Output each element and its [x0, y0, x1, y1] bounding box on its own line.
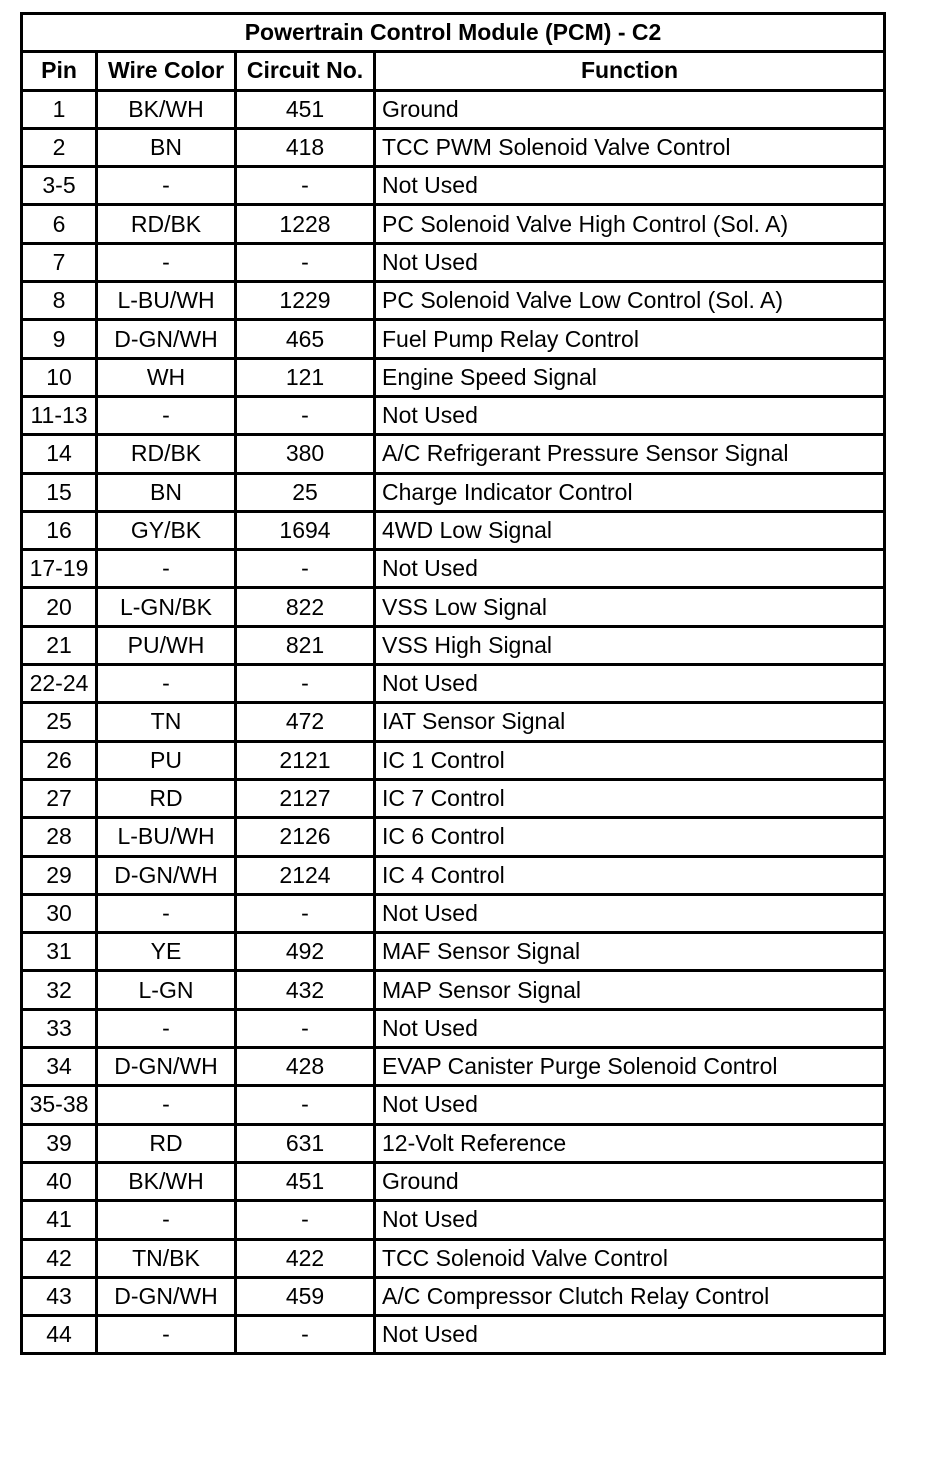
- pin-cell: 20: [22, 588, 97, 626]
- pin-cell: 41: [22, 1201, 97, 1239]
- circuit-number-cell: 1229: [236, 282, 375, 320]
- wire-color-cell: -: [97, 665, 236, 703]
- circuit-number-cell: 1694: [236, 511, 375, 549]
- function-cell: Fuel Pump Relay Control: [375, 320, 885, 358]
- table-row: [22, 128, 885, 166]
- pin-cell: 30: [22, 894, 97, 932]
- pin-cell: 16: [22, 511, 97, 549]
- circuit-number-cell: -: [236, 167, 375, 205]
- function-cell: 12-Volt Reference: [375, 1124, 885, 1162]
- pin-cell: 43: [22, 1277, 97, 1315]
- wire-color-cell: RD: [97, 1124, 236, 1162]
- function-cell: Charge Indicator Control: [375, 473, 885, 511]
- wire-color-cell: -: [97, 1086, 236, 1124]
- table-row: [22, 971, 885, 1009]
- wire-color-cell: PU: [97, 741, 236, 779]
- function-cell: Not Used: [375, 396, 885, 434]
- function-cell: Not Used: [375, 665, 885, 703]
- circuit-number-cell: 428: [236, 1048, 375, 1086]
- table-row: [22, 1239, 885, 1277]
- circuit-number-cell: 418: [236, 128, 375, 166]
- function-cell: Not Used: [375, 1316, 885, 1354]
- wire-color-cell: D-GN/WH: [97, 1277, 236, 1315]
- table-row: [22, 282, 885, 320]
- table-row: [22, 741, 885, 779]
- circuit-number-cell: 459: [236, 1277, 375, 1315]
- wire-color-cell: L-GN/BK: [97, 588, 236, 626]
- pin-cell: 25: [22, 703, 97, 741]
- circuit-number-cell: 451: [236, 1162, 375, 1200]
- function-cell: PC Solenoid Valve High Control (Sol. A): [375, 205, 885, 243]
- pin-cell: 33: [22, 1009, 97, 1047]
- wire-color-cell: -: [97, 894, 236, 932]
- pin-cell: 39: [22, 1124, 97, 1162]
- circuit-number-cell: 451: [236, 90, 375, 128]
- function-cell: A/C Refrigerant Pressure Sensor Signal: [375, 435, 885, 473]
- wire-color-cell: L-GN: [97, 971, 236, 1009]
- function-column-header: Function: [375, 52, 885, 90]
- function-cell: Not Used: [375, 1201, 885, 1239]
- pin-cell: 22-24: [22, 665, 97, 703]
- circuit-number-cell: -: [236, 243, 375, 281]
- table-row: [22, 665, 885, 703]
- circuit-number-cell: 2124: [236, 856, 375, 894]
- table-row: [22, 933, 885, 971]
- pin-cell: 40: [22, 1162, 97, 1200]
- pin-cell: 42: [22, 1239, 97, 1277]
- table-row: [22, 1124, 885, 1162]
- circuit-number-cell: -: [236, 1316, 375, 1354]
- wire-color-cell: D-GN/WH: [97, 1048, 236, 1086]
- pin-cell: 6: [22, 205, 97, 243]
- function-cell: VSS High Signal: [375, 626, 885, 664]
- pin-cell: 44: [22, 1316, 97, 1354]
- wire-color-cell: -: [97, 1201, 236, 1239]
- pin-cell: 17-19: [22, 550, 97, 588]
- function-cell: IAT Sensor Signal: [375, 703, 885, 741]
- table-title-row: [22, 14, 885, 52]
- table-row: [22, 511, 885, 549]
- table-row: [22, 90, 885, 128]
- table-row: [22, 1009, 885, 1047]
- function-cell: EVAP Canister Purge Solenoid Control: [375, 1048, 885, 1086]
- wire-color-cell: BN: [97, 128, 236, 166]
- pinout-document: [20, 12, 886, 1355]
- function-cell: 4WD Low Signal: [375, 511, 885, 549]
- table-row: [22, 1048, 885, 1086]
- circuit-number-cell: 422: [236, 1239, 375, 1277]
- function-cell: Ground: [375, 1162, 885, 1200]
- circuit-number-cell: -: [236, 1009, 375, 1047]
- table-row: [22, 1277, 885, 1315]
- pin-cell: 15: [22, 473, 97, 511]
- wire-color-cell: -: [97, 550, 236, 588]
- pin-cell: 11-13: [22, 396, 97, 434]
- table-row: [22, 1162, 885, 1200]
- pin-cell: 32: [22, 971, 97, 1009]
- pin-cell: 14: [22, 435, 97, 473]
- circuit-number-cell: -: [236, 550, 375, 588]
- wire-color-cell: WH: [97, 358, 236, 396]
- wire-color-cell: RD/BK: [97, 205, 236, 243]
- circuit-number-cell: 2121: [236, 741, 375, 779]
- function-cell: PC Solenoid Valve Low Control (Sol. A): [375, 282, 885, 320]
- wire-color-cell: -: [97, 243, 236, 281]
- function-cell: IC 1 Control: [375, 741, 885, 779]
- wire-color-cell: L-BU/WH: [97, 818, 236, 856]
- circuit-number-cell: 2127: [236, 779, 375, 817]
- pin-cell: 35-38: [22, 1086, 97, 1124]
- circuit-number-cell: 2126: [236, 818, 375, 856]
- circuit-number-cell: -: [236, 894, 375, 932]
- table-row: [22, 818, 885, 856]
- wire-color-cell: -: [97, 1009, 236, 1047]
- wire-color-cell: D-GN/WH: [97, 856, 236, 894]
- pin-cell: 7: [22, 243, 97, 281]
- wire-color-cell: -: [97, 396, 236, 434]
- circuit-number-cell: -: [236, 665, 375, 703]
- function-cell: TCC PWM Solenoid Valve Control: [375, 128, 885, 166]
- circuit-number-cell: 465: [236, 320, 375, 358]
- column-header-row: [22, 52, 885, 90]
- pin-cell: 10: [22, 358, 97, 396]
- wire-color-cell: -: [97, 1316, 236, 1354]
- function-cell: Not Used: [375, 1086, 885, 1124]
- wire-color-cell: D-GN/WH: [97, 320, 236, 358]
- pin-cell: 27: [22, 779, 97, 817]
- wire-color-cell: YE: [97, 933, 236, 971]
- pin-column-header: Pin: [22, 52, 97, 90]
- pin-cell: 2: [22, 128, 97, 166]
- table-row: [22, 1201, 885, 1239]
- pin-cell: 8: [22, 282, 97, 320]
- function-cell: MAF Sensor Signal: [375, 933, 885, 971]
- pin-cell: 3-5: [22, 167, 97, 205]
- wire-color-cell: GY/BK: [97, 511, 236, 549]
- wire-color-cell: TN: [97, 703, 236, 741]
- wire-color-cell: TN/BK: [97, 1239, 236, 1277]
- function-cell: IC 4 Control: [375, 856, 885, 894]
- pin-cell: 1: [22, 90, 97, 128]
- function-cell: TCC Solenoid Valve Control: [375, 1239, 885, 1277]
- circuit-number-cell: 432: [236, 971, 375, 1009]
- table-row: [22, 894, 885, 932]
- function-cell: Engine Speed Signal: [375, 358, 885, 396]
- table-row: [22, 588, 885, 626]
- pin-cell: 34: [22, 1048, 97, 1086]
- table-row: [22, 358, 885, 396]
- table-row: [22, 205, 885, 243]
- table-row: [22, 1316, 885, 1354]
- circuit-number-cell: 121: [236, 358, 375, 396]
- circuit-number-cell: 821: [236, 626, 375, 664]
- function-cell: VSS Low Signal: [375, 588, 885, 626]
- circuit-number-cell: 472: [236, 703, 375, 741]
- table-row: [22, 626, 885, 664]
- table-row: [22, 856, 885, 894]
- table-row: [22, 435, 885, 473]
- circuit-number-cell: -: [236, 396, 375, 434]
- wire-color-cell: RD: [97, 779, 236, 817]
- pin-cell: 31: [22, 933, 97, 971]
- wire-color-column-header: Wire Color: [97, 52, 236, 90]
- wire-color-cell: BK/WH: [97, 90, 236, 128]
- table-row: [22, 167, 885, 205]
- table-row: [22, 550, 885, 588]
- table-row: [22, 473, 885, 511]
- circuit-number-cell: 822: [236, 588, 375, 626]
- function-cell: Not Used: [375, 1009, 885, 1047]
- circuit-number-cell: 492: [236, 933, 375, 971]
- wire-color-cell: -: [97, 167, 236, 205]
- circuit-number-cell: 631: [236, 1124, 375, 1162]
- function-cell: A/C Compressor Clutch Relay Control: [375, 1277, 885, 1315]
- circuit-number-cell: -: [236, 1086, 375, 1124]
- pin-cell: 9: [22, 320, 97, 358]
- table-row: [22, 779, 885, 817]
- wire-color-cell: L-BU/WH: [97, 282, 236, 320]
- circuit-number-cell: -: [236, 1201, 375, 1239]
- table-title: Powertrain Control Module (PCM) - C2: [22, 14, 885, 52]
- wire-color-cell: PU/WH: [97, 626, 236, 664]
- circuit-number-cell: 1228: [236, 205, 375, 243]
- pin-cell: 29: [22, 856, 97, 894]
- table-row: [22, 396, 885, 434]
- pin-cell: 26: [22, 741, 97, 779]
- pin-cell: 28: [22, 818, 97, 856]
- function-cell: Ground: [375, 90, 885, 128]
- function-cell: Not Used: [375, 894, 885, 932]
- wire-color-cell: RD/BK: [97, 435, 236, 473]
- table-row: [22, 703, 885, 741]
- circuit-number-cell: 380: [236, 435, 375, 473]
- wire-color-cell: BK/WH: [97, 1162, 236, 1200]
- function-cell: IC 7 Control: [375, 779, 885, 817]
- circuit-number-cell: 25: [236, 473, 375, 511]
- table-body: [22, 90, 885, 1354]
- function-cell: Not Used: [375, 167, 885, 205]
- function-cell: IC 6 Control: [375, 818, 885, 856]
- circuit-column-header: Circuit No.: [236, 52, 375, 90]
- function-cell: Not Used: [375, 243, 885, 281]
- function-cell: MAP Sensor Signal: [375, 971, 885, 1009]
- wire-color-cell: BN: [97, 473, 236, 511]
- pcm-c2-pinout-table: [20, 12, 886, 1355]
- table-row: [22, 1086, 885, 1124]
- function-cell: Not Used: [375, 550, 885, 588]
- table-row: [22, 243, 885, 281]
- table-row: [22, 320, 885, 358]
- pin-cell: 21: [22, 626, 97, 664]
